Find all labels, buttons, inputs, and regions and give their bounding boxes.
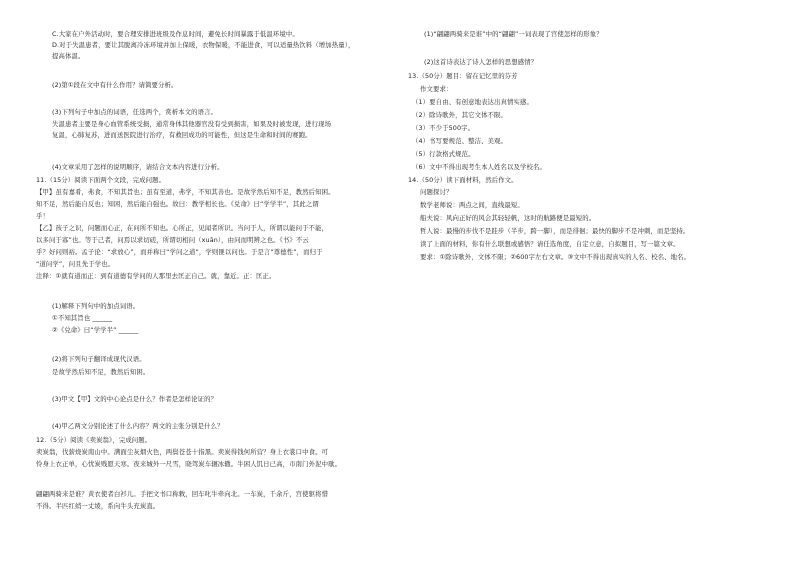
right-text-line: 要求：①除诗歌外，文体不限；②600字左右文章。③文中不得出现真实的人名、校名、地名。 — [420, 253, 691, 261]
right-text-line: 哲人说：最慢的步伐不是跬步（半步，跨一脚），而是徘徊；最快的脚步不是冲刺，而是坚持。 — [420, 227, 690, 235]
left-text-line: 提高体温。 — [52, 52, 85, 60]
left-text-line: (4)甲乙两文分别论述了什么内容？两文的主张分别是什么？ — [52, 422, 224, 430]
right-text-line: 问题探讨？ — [420, 188, 453, 196]
left-text-line: (2)第①段在文中有什么作用？请简要分析。 — [52, 81, 178, 89]
left-text-line: (2)将下列句子翻译成现代汉语。 — [52, 355, 146, 363]
left-text-line: 卖炭翁，伐薪烧炭南山中。满面尘灰烟火色，两鬓苍苍十指黑。卖炭得钱何所营？身上衣裳口中食。可 — [36, 448, 329, 456]
right-text-line: （1）要自由、有创意地表达出真情实感。 — [412, 98, 533, 106]
left-text-line: 翩翩两骑来是谁？黄衣使者白衫儿。手把文书口称敕，回车叱牛牵向北。一车炭，千余斤，宫使驱将惜 — [36, 490, 329, 498]
right-text-line: 作文要求： — [420, 85, 453, 93]
left-text-line: 是故学然后知不足，教然后知困。 — [52, 368, 150, 376]
left-text-line: 知不足，然后能自反也；知困，然后能自强也。故曰：教学相长也。《兑命》曰“学学半”，其此之谓 — [36, 200, 319, 208]
left-text-line: (1)解释下列句中的加点词语。 — [52, 302, 140, 310]
left-text-line: (3)下列句子中加点的词语，任选两个，赏析本文的语言。 — [52, 108, 218, 116]
left-text-line: 乎！ — [36, 212, 49, 220]
left-text-line: 12.（5分）阅读《卖炭翁》，完成问题。 — [36, 436, 152, 444]
right-text-line: （4）书写要规范、整洁、美观。 — [412, 137, 508, 145]
left-text-line: ②《兑命》曰“学学半” ______ — [52, 326, 139, 334]
left-text-line: “道问学”，问且先于学也。 — [36, 260, 115, 268]
right-text-line: 数学老师说：两点之间，直线最短。 — [420, 201, 524, 209]
right-text-line: (1)“翩翩两骑来是谁”中的“翩翩”一词表现了宫使怎样的形象？ — [424, 30, 603, 38]
right-text-line: （3）不少于500字。 — [412, 124, 475, 132]
left-text-line: ①不知其旨也 ______ — [52, 314, 113, 322]
left-text-line: C.大家在户外活动时，要合理安排进班级及作息时间，避免长时间暴露于低温环境中。 — [52, 30, 299, 38]
right-text-line: 船夫说：风向正好的风会其轻轻帆，这时的航路便是最短的。 — [420, 214, 596, 222]
left-text-line: (3)甲文【甲】文的中心论点是什么？作者是怎样论证的？ — [52, 395, 218, 403]
right-text-line: （2）除诗歌外，其它文体不限。 — [412, 111, 508, 119]
left-text-line: 失温患者主要是身心血管系统受损，通常身体其他器官没有受到损害，如果及时被发现，进行现场 — [52, 120, 332, 128]
right-text-line: 13.（50分）题目：留在记忆里的芬芳 — [408, 72, 518, 80]
right-text-line: (2)这首诗表达了诗人怎样的思想感情？ — [424, 58, 538, 66]
right-text-line: （5）行款格式规范。 — [412, 150, 475, 158]
left-text-line: 不得。半匹红绡一丈绫，系向牛头充炭直。 — [36, 502, 160, 510]
left-text-line: 注释：①就有道而正：到有道德有学问的人那里去匡正自己。就，靠近。正：匡正。 — [36, 272, 276, 280]
left-text-line: 乎？好问则裕。孟子论：“求放心”，而并称曰“学问之道”，学则匪以问也。于是言“尊德性”，而归于 — [36, 248, 323, 256]
left-text-line: 怜身上衣正单，心忧炭贱愿天寒。夜来城外一尺雪，晓驾炭车辗冰辙。牛困人饥日已高，市南门外泥中歇。 — [36, 460, 342, 468]
right-text-line: （6）文中不得出现考生本人姓名以及学校名。 — [412, 163, 546, 171]
left-text-line: 【甲】虽有嘉肴，弗食，不知其旨也；虽有至道，弗学，不知其善也。是故学然后知不足，教然后知困。 — [36, 188, 335, 196]
left-text-line: D.对于失温患者，要让其脱离冷冻环境并加上保暖，衣物保暖，不能进食，可以适量热饮料（增加热量）， — [52, 41, 355, 49]
left-text-line: (4)文章采用了怎样的说明顺序，请结合文本内容进行分析。 — [52, 163, 224, 171]
left-text-line: 以多问于寡”也。等于己者，问焉以求切磋，所谓切相问（xuān），由问而明辨之也。《书》不云 — [36, 236, 309, 244]
right-text-line: 读了上面的材料，你有什么联想或感悟？请任选角度，自定立意，自拟题目，写一篇文章。 — [420, 240, 680, 248]
left-text-line: 复温，心肺复苏，进而送医院进行治疗，有救回成功的可能性，但这是生命和时间的赛跑。 — [52, 131, 312, 139]
left-text-line: 11.（15分）阅读下面两个文段，完成问题。 — [36, 176, 166, 184]
left-text-line: 【乙】孩子之识，问题而心正，在问所不知也。心所正，见闻者所识。当问于人，所谓以能问于不能， — [36, 224, 329, 232]
right-text-line: 14.（50分）读下面材料，然后作文。 — [408, 176, 518, 184]
